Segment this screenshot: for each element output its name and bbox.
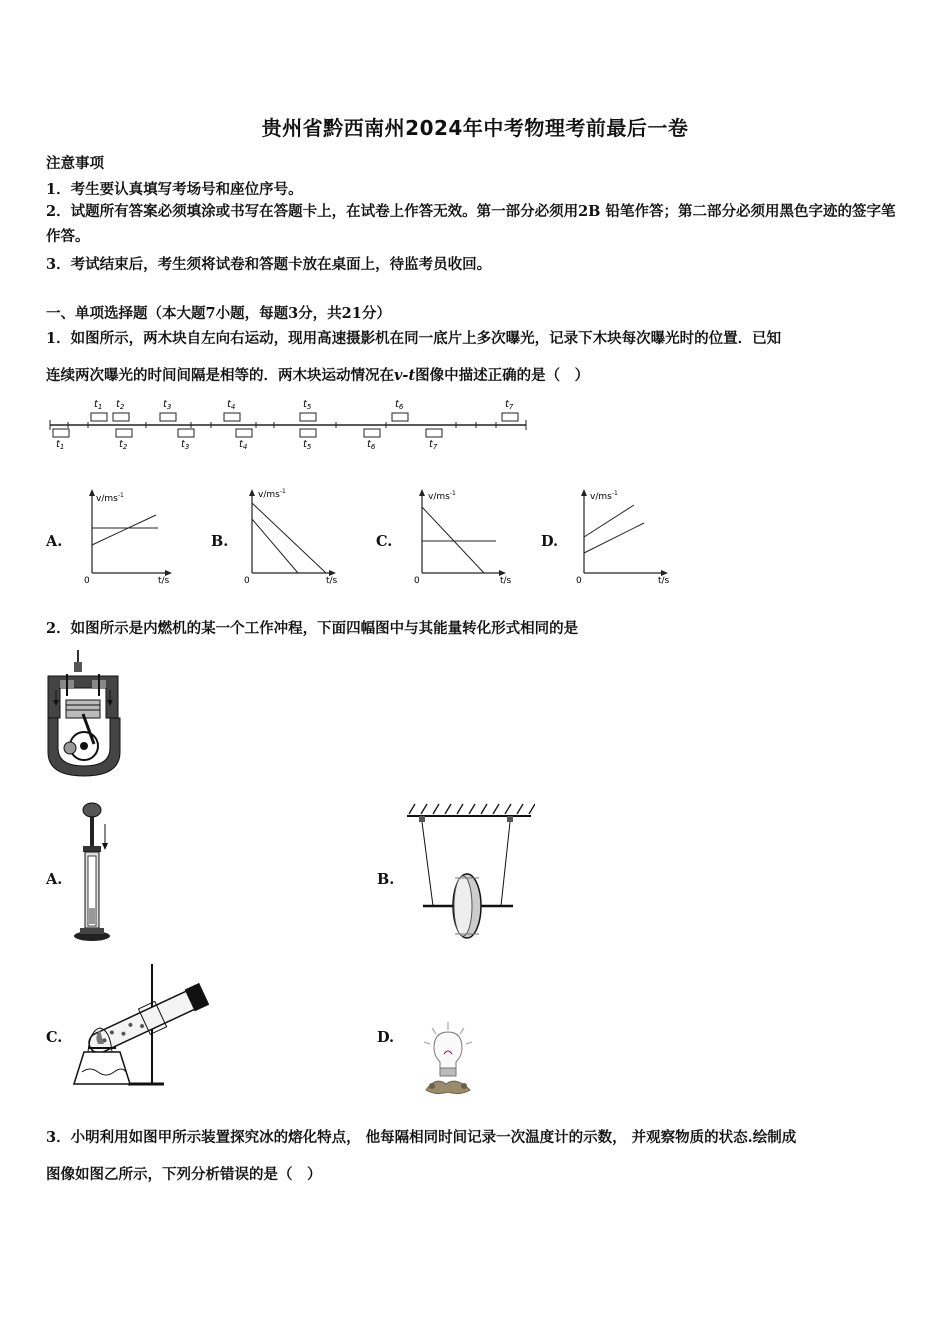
q1-graph-d[interactable] bbox=[572, 485, 682, 585]
q1-vt-symbol: v-t bbox=[394, 367, 416, 384]
q1-text-line2a: 连续两次曝光的时间间隔是相等的．两木块运动情况在 bbox=[46, 367, 394, 384]
strobe-top-block-5-label: $t_5$ bbox=[303, 399, 312, 411]
graph-d-ylabel: $v/ms^{-1}$ bbox=[590, 490, 618, 502]
strobe-top-block-1-label: $t_1$ bbox=[94, 399, 103, 411]
q1-option-d-label[interactable]: D. bbox=[541, 533, 559, 550]
strobe-bottom-block-6 bbox=[364, 429, 380, 451]
strobe-bottom-block-1-label: $t_1$ bbox=[56, 439, 65, 451]
q1-text-line2b: 图像中描述正确的是（ ） bbox=[415, 367, 590, 384]
strobe-top-block-3 bbox=[160, 399, 176, 421]
strobe-bottom-block-2 bbox=[116, 429, 132, 451]
graph-b-ylabel: $v/ms^{-1}$ bbox=[258, 488, 286, 500]
strobe-bottom-block-7 bbox=[426, 429, 442, 451]
strobe-bottom-block-6-label: $t_6$ bbox=[367, 439, 376, 451]
graph-b-xlabel: t/s bbox=[326, 576, 338, 585]
strobe-top-block-5 bbox=[300, 399, 316, 421]
q1-option-b-label[interactable]: B. bbox=[211, 533, 229, 550]
strobe-top-block-4-label: $t_4$ bbox=[227, 399, 236, 411]
graph-a-ylabel: $v/ms^{-1}$ bbox=[96, 492, 124, 504]
q2-option-b-label[interactable]: B. bbox=[377, 871, 395, 888]
q1-strobe-figure bbox=[46, 395, 531, 455]
q2-option-d-label[interactable]: D. bbox=[377, 1029, 395, 1046]
section-heading: 一、单项选择题（本大题7小题，每题3分，共21分） bbox=[46, 305, 391, 322]
q2-text: 2．如图所示是内燃机的某一个工作冲程，下面四幅图中与其能量转化形式相同的是 bbox=[46, 620, 579, 637]
q3-text-line1: 3．小明利用如图甲所示装置探究冰的熔化特点， 他每隔相同时间记录一次温度计的示数， 并观察物质的状态.绘制成 bbox=[46, 1129, 797, 1146]
graph-d-xlabel: t/s bbox=[658, 576, 670, 585]
strobe-top-block-3-label: $t_3$ bbox=[163, 399, 172, 411]
strobe-top-block-6 bbox=[392, 399, 408, 421]
notice-item-1: 1．考生要认真填写考场号和座位序号。 bbox=[46, 181, 303, 198]
strobe-bottom-block-7-label: $t_7$ bbox=[429, 439, 438, 451]
strobe-bottom-block-4-label: $t_4$ bbox=[239, 439, 248, 451]
strobe-bottom-block-1 bbox=[53, 429, 69, 451]
strobe-top-block-4 bbox=[224, 399, 240, 421]
strobe-top-block-7 bbox=[502, 399, 518, 421]
graph-c-xlabel: t/s bbox=[500, 576, 512, 585]
strobe-bottom-blocks bbox=[53, 429, 442, 451]
strobe-top-blocks bbox=[91, 399, 518, 421]
q2-option-c-label[interactable]: C. bbox=[46, 1029, 63, 1046]
page-title: 贵州省黔西南州2024年中考物理考前最后一卷 bbox=[261, 116, 689, 140]
notice-heading: 注意事项 bbox=[46, 155, 104, 172]
q1-option-c-label[interactable]: C. bbox=[376, 533, 393, 550]
graph-a-origin: 0 bbox=[84, 576, 90, 585]
q1-option-a-label[interactable]: A. bbox=[46, 533, 63, 550]
q2-option-d-figure[interactable] bbox=[418, 1020, 478, 1098]
strobe-top-block-1 bbox=[91, 399, 107, 421]
q1-text-line2 bbox=[46, 364, 589, 385]
notice-item-2: 2．试题所有答案必须填涂或书写在答题卡上，在试卷上作答无效。第一部分必须用2B 铅笔作答；第二部分必须用黑色字迹的签字笔作答。 bbox=[46, 203, 896, 245]
graph-a-xlabel: t/s bbox=[158, 576, 170, 585]
q2-option-c-figure[interactable] bbox=[68, 960, 214, 1092]
strobe-bottom-block-3-label: $t_3$ bbox=[181, 439, 190, 451]
q1-graph-c[interactable] bbox=[410, 485, 520, 585]
strobe-top-block-2-label: $t_2$ bbox=[116, 399, 125, 411]
notice-item-3: 3．考试结束后，考生须将试卷和答题卡放在桌面上，待监考员收回。 bbox=[46, 256, 492, 273]
strobe-bottom-block-4 bbox=[236, 429, 252, 451]
strobe-bottom-block-2-label: $t_2$ bbox=[119, 439, 128, 451]
q1-text-line1: 1．如图所示，两木块自左向右运动，现用高速摄影机在同一底片上多次曝光，记录下木块每次曝光时的位置．已知 bbox=[46, 330, 782, 347]
strobe-top-block-6-label: $t_6$ bbox=[395, 399, 404, 411]
q3-text-line2: 图像如图乙所示，下列分析错误的是（ ） bbox=[46, 1166, 322, 1183]
q2-option-b-figure[interactable] bbox=[403, 800, 535, 945]
q1-graph-a[interactable] bbox=[80, 485, 180, 585]
strobe-top-block-7-label: $t_7$ bbox=[505, 399, 514, 411]
strobe-bottom-block-3 bbox=[178, 429, 194, 451]
q2-option-a-label[interactable]: A. bbox=[46, 871, 63, 888]
q2-option-a-figure[interactable] bbox=[70, 800, 120, 946]
graph-d-origin: 0 bbox=[576, 576, 582, 585]
graph-b-origin: 0 bbox=[244, 576, 250, 585]
strobe-bottom-block-5-label: $t_5$ bbox=[303, 439, 312, 451]
strobe-top-block-2 bbox=[113, 399, 129, 421]
q2-engine-figure bbox=[40, 648, 130, 780]
graph-c-origin: 0 bbox=[414, 576, 420, 585]
strobe-bottom-block-5 bbox=[300, 429, 316, 451]
q1-graph-b[interactable] bbox=[240, 485, 350, 585]
graph-c-ylabel: $v/ms^{-1}$ bbox=[428, 490, 456, 502]
